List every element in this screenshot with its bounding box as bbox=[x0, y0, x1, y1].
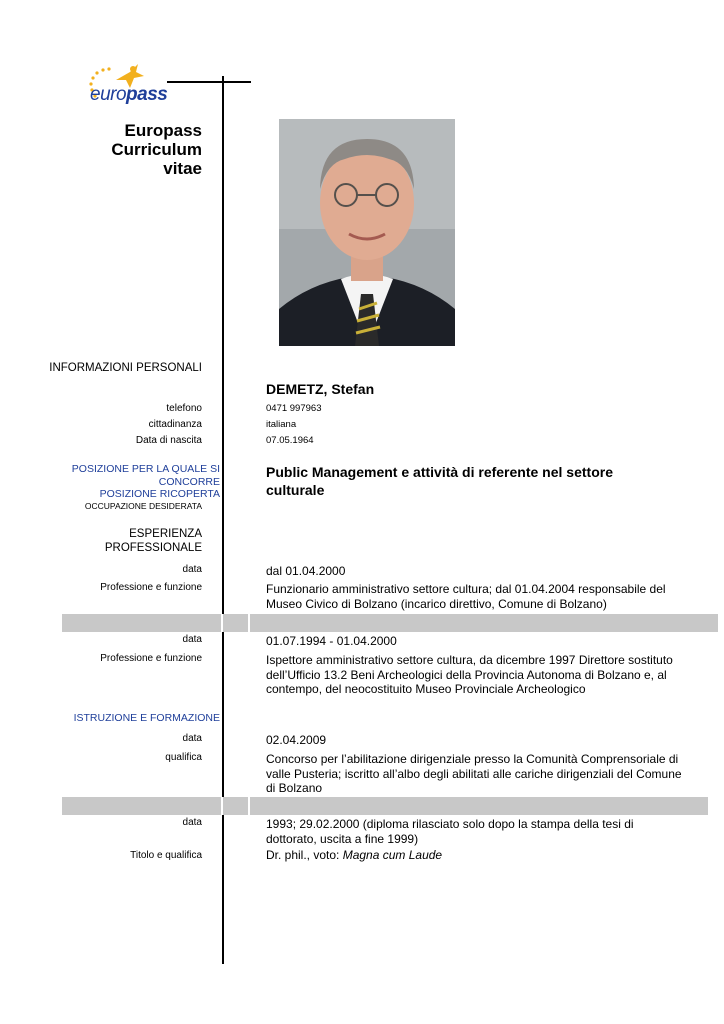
birth-date-value: 07.05.1964 bbox=[266, 435, 314, 446]
birth-date-label: Data di nascita bbox=[135, 435, 202, 446]
position-label-desired: OCCUPAZIONE DESIDERATA bbox=[84, 501, 202, 511]
edu2-qual bbox=[266, 848, 686, 863]
edu1-qual: Concorso per l’abilitazione dirigenziale presso la Comunità Comprensoriale di valle Pusteria; iscritto all’albo degli abilitati alle cariche dirigenziali del Comune di Bolzano bbox=[266, 752, 682, 795]
edu2-date: 1993; 29.02.2000 (diploma rilasciato solo dopo la stampa della tesi di dottorato, uscita a fine 1999) bbox=[266, 817, 634, 846]
position-label-line-2: CONCORRE bbox=[158, 475, 220, 488]
position-value: Public Management e attività di referente nel settore culturale bbox=[266, 464, 613, 498]
separator-band bbox=[62, 614, 718, 632]
position-label-line-3: POSIZIONE RICOPERTA bbox=[99, 488, 220, 500]
logo-euro-text: euro bbox=[90, 84, 127, 105]
exp2-date: 01.07.1994 - 01.04.2000 bbox=[266, 634, 397, 648]
title-line-1: Europass bbox=[124, 121, 202, 140]
exp1-role: Funzionario amministrativo settore cultura; dal 01.04.2004 responsabile del Museo Civico di Bolzano (incarico direttivo, Comune di Bolzano) bbox=[266, 582, 666, 611]
edu1-qual-label: qualifica bbox=[165, 752, 202, 763]
header-rule bbox=[167, 81, 251, 83]
exp2-role-label: Professione e funzione bbox=[100, 653, 202, 664]
exp2-date-label: data bbox=[182, 634, 202, 645]
phone-label: telefono bbox=[166, 403, 202, 414]
section-education: ISTRUZIONE E FORMAZIONE bbox=[73, 712, 220, 724]
position-label-line-1: POSIZIONE PER LA QUALE SI bbox=[71, 463, 220, 475]
column-divider bbox=[222, 76, 224, 964]
edu2-date-label: data bbox=[182, 817, 202, 828]
document-title bbox=[60, 121, 202, 178]
exp2-role: Ispettore amministrativo settore cultura, da dicembre 1997 Direttore sostituto dell’Ufficio 13.2 Beni Archeologici della Provincia Autonoma di Bolzano e, al contempo, del neocostituito Museo Provinciale Archeologico bbox=[266, 653, 673, 696]
europass-wordmark bbox=[90, 84, 167, 106]
exp1-role-label: Professione e funzione bbox=[100, 582, 202, 593]
citizenship-label: cittadinanza bbox=[148, 419, 202, 430]
section-position bbox=[60, 463, 220, 501]
section-experience: ESPERIENZA PROFESSIONALE bbox=[104, 528, 202, 554]
edu2-qual-prefix: Dr. phil., voto: bbox=[266, 848, 343, 862]
citizenship-value: italiana bbox=[266, 419, 297, 430]
exp1-date: dal 01.04.2000 bbox=[266, 564, 346, 578]
separator-band-2 bbox=[62, 797, 708, 815]
candidate-name: DEMETZ, Stefan bbox=[266, 381, 375, 397]
edu1-date-label: data bbox=[182, 733, 202, 744]
phone-value: 0471 997963 bbox=[266, 403, 322, 414]
title-line-3: vitae bbox=[163, 159, 202, 178]
edu2-qual-grade: Magna cum Laude bbox=[342, 848, 443, 862]
europass-logo bbox=[86, 60, 176, 110]
edu2-qual-label: Titolo e qualifica bbox=[130, 850, 202, 861]
logo-pass-text: pass bbox=[126, 84, 168, 105]
profile-photo bbox=[279, 119, 455, 346]
edu1-date: 02.04.2009 bbox=[266, 733, 327, 747]
title-line-2: Curriculum bbox=[111, 140, 202, 159]
exp1-date-label: data bbox=[182, 564, 202, 575]
section-personal-info: INFORMAZIONI PERSONALI bbox=[49, 362, 202, 374]
